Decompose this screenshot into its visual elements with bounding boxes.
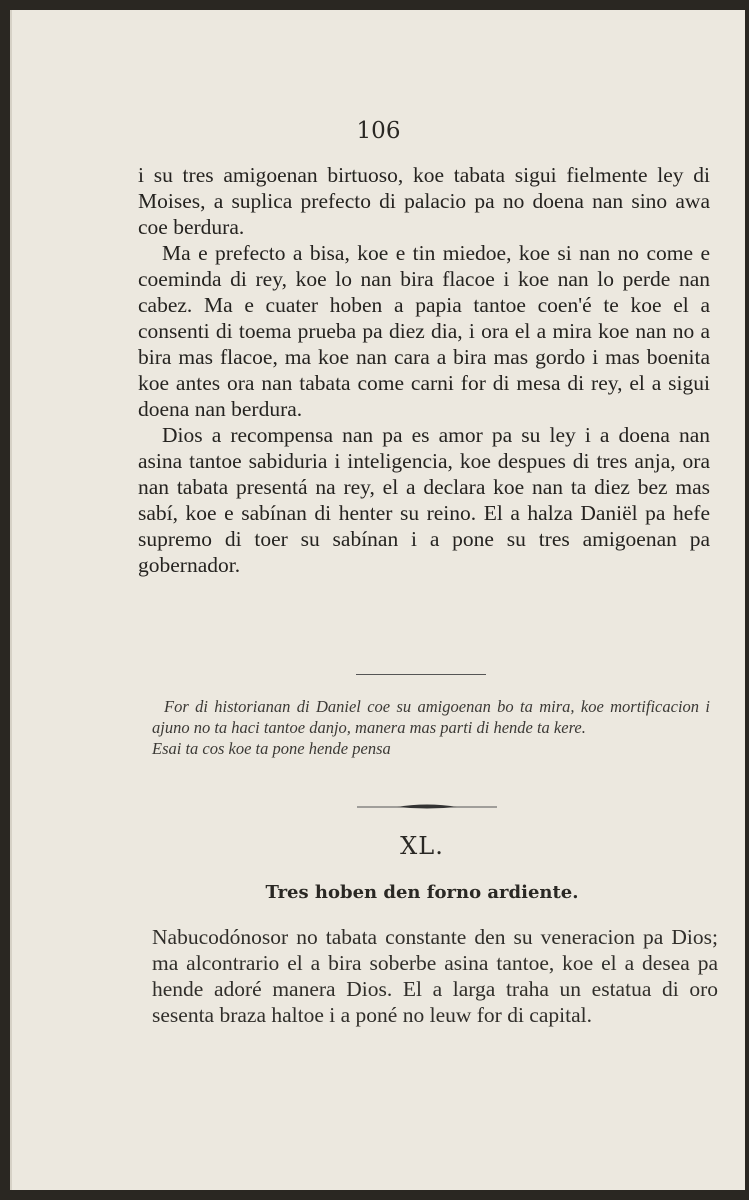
paragraph: Ma e prefecto a bisa, koe e tin miedoe, koe si nan no come e coeminda di rey, koe lo nan bira flacoe i koe nan lo perde nan cabez. Ma e cuater hoben a papia tantoe coen'é te koe el a consenti di toema prueba pa diez dia, i ora el a mira koe nan no a bira mas flacoe, ma koe nan cara a bira mas gordo i mas boenita koe antes ora nan tabata come carni for di mesa di rey, el a sigui doena nan berdura.: [138, 241, 710, 421]
paragraph: i su tres amigoenan birtuoso, koe tabata sigui fielmente ley di Moises, a suplica prefecto di palacio pa no doena nan sino awa coe berdura.: [138, 163, 710, 239]
ornament-divider-icon: [357, 800, 497, 814]
book-page: [10, 10, 745, 1190]
note-paragraph: For di historianan di Daniel coe su amigoenan bo ta mira, koe mortificacion i ajuno no ta haci tantoe danjo, manera mas parti di hende ta kere.: [152, 697, 710, 737]
chapter-title: Tres hoben den forno ardiente.: [265, 882, 579, 903]
paragraph: Dios a recompensa nan pa es amor pa su ley i a doena nan asina tantoe sabiduria i inteligencia, koe despues di tres anja, ora nan tabata presentá na rey, el a declara koe nan ta diez bez mas sabí, koe e sabínan di henter su reino. El a halza Daniël pa hefe supremo di toer su sabínan i a pone su tres amigoenan pa gobernador.: [138, 423, 710, 577]
note-paragraph: Esai ta cos koe ta pone hende pensa: [152, 739, 391, 758]
section-divider: [356, 674, 486, 675]
chapter-number: XL.: [400, 832, 444, 860]
paragraph: Nabucodónosor no tabata constante den su veneracion pa Dios; ma alcontrario el a bira soberbe asina tantoe, koe el a desea pa hende adoré manera Dios. El a larga traha un estatua di oro sesenta braza haltoe i a poné no leuw for di capital.: [152, 925, 718, 1027]
moral-note: [152, 696, 710, 759]
chapter-text: [152, 924, 718, 1028]
main-text: [138, 162, 710, 578]
page-number: 106: [356, 118, 401, 144]
